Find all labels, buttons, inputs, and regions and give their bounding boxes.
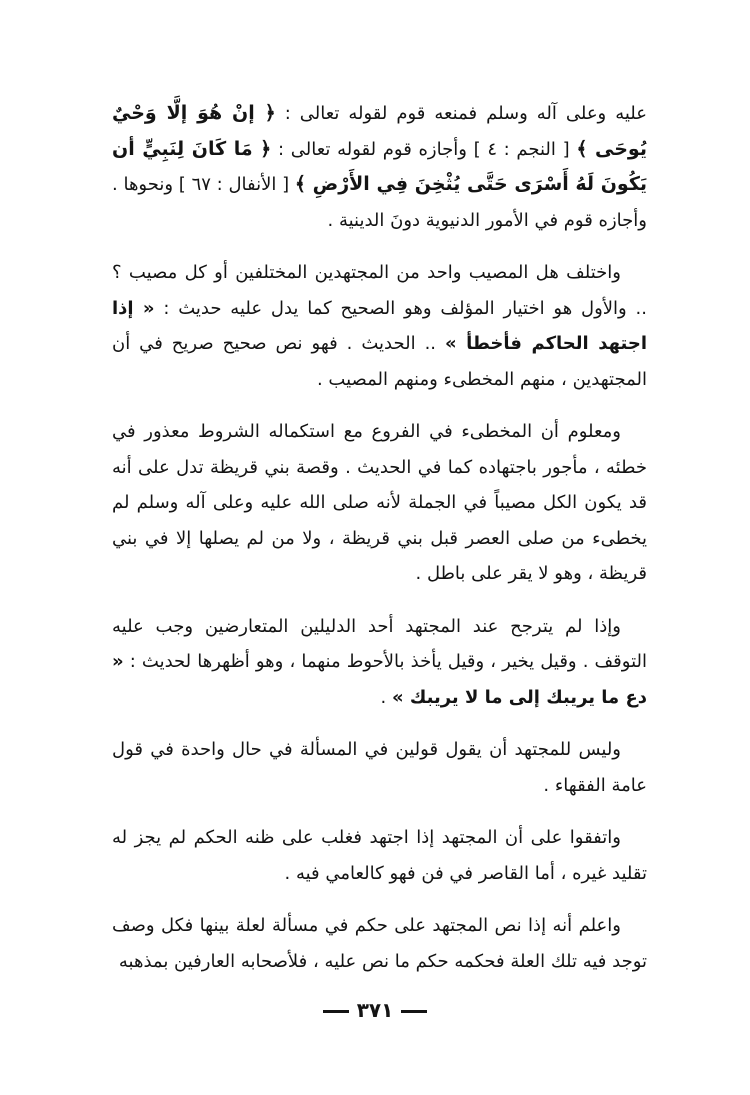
paragraph-2-text-1: واختلف هل المصيب واحد من المجتهدين المختلفين أو كل مصيب ؟ .. والأول هو اختيار المؤلف وهو الصحيح كما يدل عليه حديث : (112, 262, 647, 319)
paragraph-7 (112, 908, 647, 979)
paragraph-1-text-2: [ النجم : ٤ ] وأجازه قوم لقوله تعالى : (271, 138, 577, 160)
paragraph-3 (112, 414, 647, 592)
paragraph-1 (112, 96, 647, 238)
paragraph-5 (112, 732, 647, 803)
paragraph-6 (112, 820, 647, 891)
hadith-quote-da: « دع ما يريبك إلى ما لا يريبك » (112, 651, 647, 708)
paragraph-3-text-1: ومعلوم أن المخطىء في الفروع مع استكماله الشروط معذور في خطئه ، مأجور باجتهاده كما في الحديث . وقصة بني قريظة تدل على أنه قد يكون الكل مصيباً في الجملة لأنه صلى الله عليه وعلى آله وسلم لم يخطىء من صلى العصر قبل بني قريظة ، ولا من لم يصلها إلا في بني قريظة ، وهو لا يقر على باطل . (112, 421, 647, 584)
paragraph-4-text-1: وإذا لم يترجح عند المجتهد أحد الدليلين المتعارضين وجب عليه التوقف . وقيل يخير ، وقيل يأخذ بالأحوط منهما ، وهو أظهرها لحديث : (112, 615, 647, 672)
paragraph-4 (112, 609, 647, 716)
page-number: ٣٧١ (356, 998, 394, 1022)
paragraph-7-text-1: واعلم أنه إذا نص المجتهد على حكم في مسألة لعلة بينها فكل وصف توجد فيه تلك العلة فحكمه حكم ما نص عليه ، فلأصحابه العارفين بمذهبه (112, 915, 647, 972)
paragraph-1-text-1: عليه وعلى آله وسلم فمنعه قوم لقوله تعالى : (275, 103, 647, 124)
paragraph-2 (112, 255, 647, 397)
hadith-quote-hakim: « إذا اجتهد الحاكم فأخطأ » (112, 297, 647, 354)
footer-dash-left (323, 1010, 349, 1013)
page-footer (0, 998, 750, 1022)
paragraph-1-text-3: [ الأنفال : ٦٧ ] ونحوها . وأجازه قوم في الأمور الدنيوية دونَ الدينية . (112, 174, 647, 231)
paragraph-4-text-2: . (380, 686, 392, 708)
paragraph-2-text-2: .. الحديث . فهو نص صحيح صريح في أن المجتهدين ، منهم المخطىء ومنهم المصيب . (112, 333, 647, 390)
quran-verse-najm: ﴿ إنْ هُوَ إلَّا وَحْيٌ يُوحَى ﴾ (112, 102, 647, 160)
footer-dash-right (401, 1010, 427, 1013)
page-body (112, 96, 647, 1026)
paragraph-5-text-1: وليس للمجتهد أن يقول قولين في المسألة في حال واحدة في قول عامة الفقهاء . (112, 739, 647, 796)
quran-verse-anfal: ﴿ مَا كَانَ لِنَبِيٍّ أن يَكُونَ لَهُ أَسْرَى حَتَّى يُثْخِنَ فِي الأَرْضِ ﴾ (112, 137, 648, 195)
paragraph-6-text-1: واتفقوا على أن المجتهد إذا اجتهد فغلب على ظنه الحكم لم يجز له تقليد غيره ، أما القاصر في فن فهو كالعامي فيه . (112, 827, 647, 884)
